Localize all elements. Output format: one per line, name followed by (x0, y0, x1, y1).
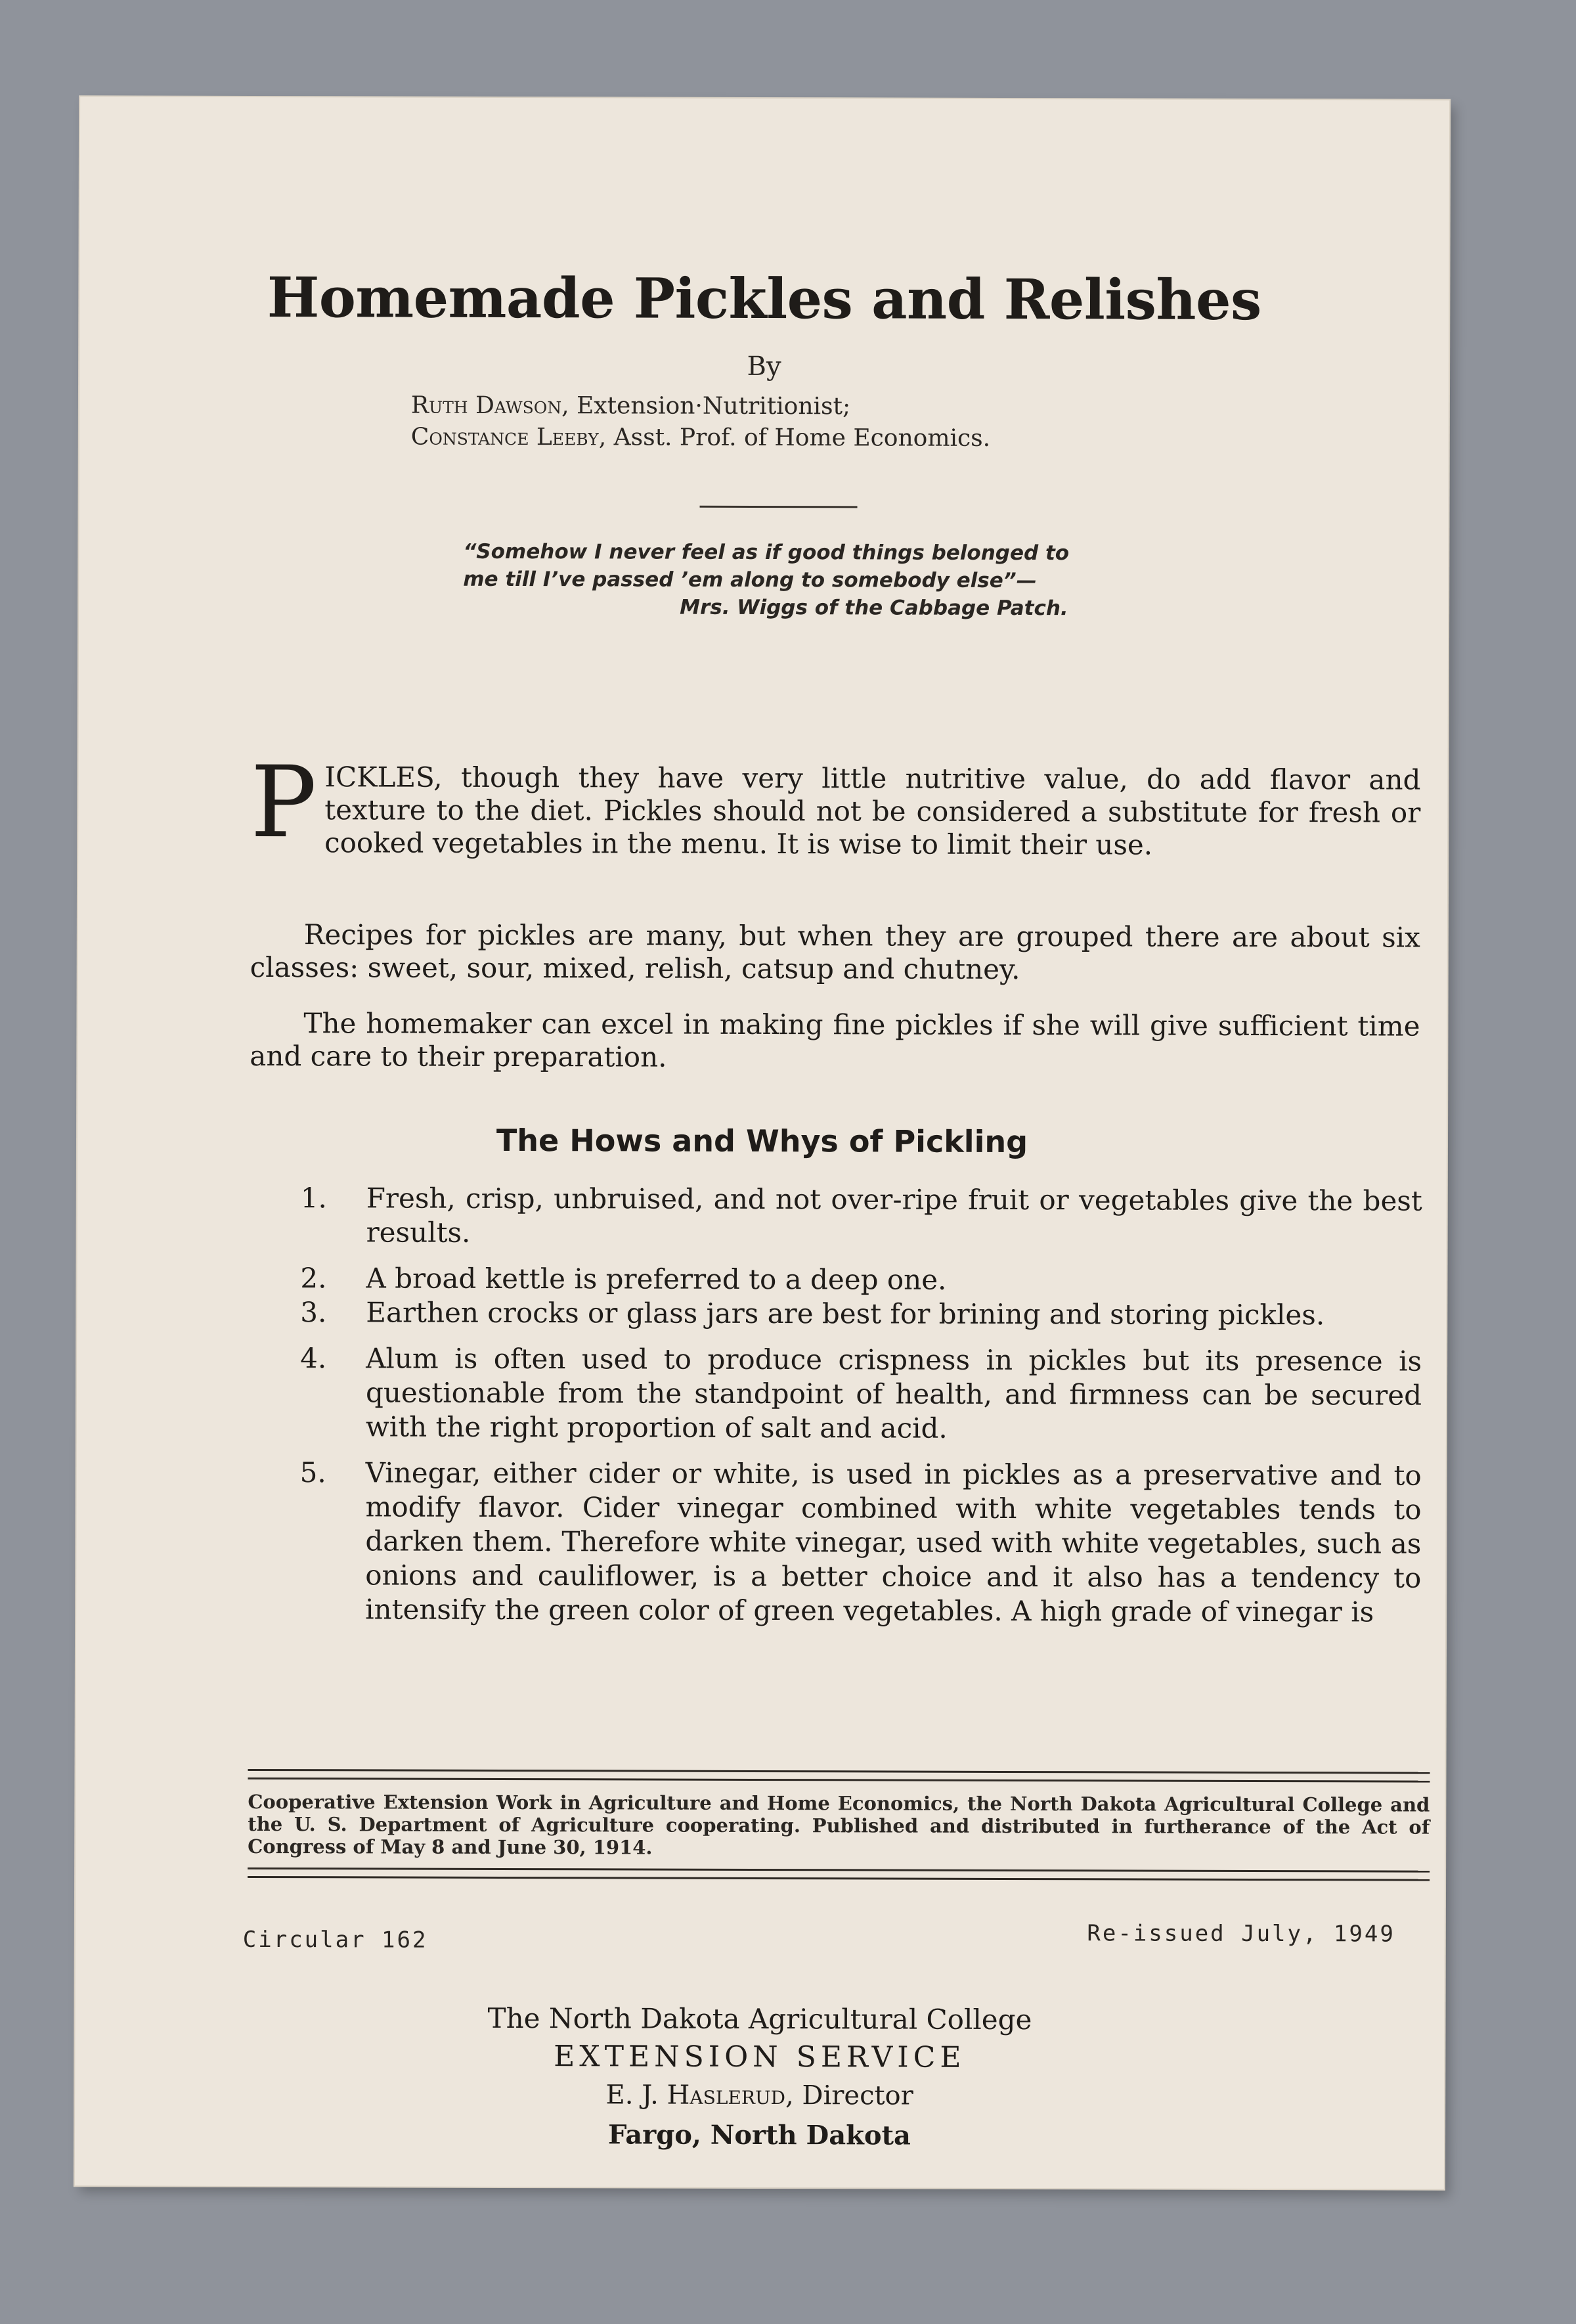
paragraph-homemaker: The homemaker can excel in making fine pickles if she will give sufficient time and care to their preparation. (250, 1007, 1420, 1073)
page-title: Homemade Pickles and Relishes (267, 265, 1261, 332)
extension-service: EXTENSION SERVICE (554, 2040, 966, 2074)
list-item-text: Earthen crocks or glass jars are best for brining and storing pickles. (366, 1296, 1325, 1331)
author-1-name: Ruth Dawson (410, 391, 562, 420)
college-name: The North Dakota Agricultural College (487, 2001, 1032, 2036)
list-item-number: 3. (300, 1296, 327, 1329)
director-line (75, 2074, 1444, 2116)
list-item-text: Vinegar, either cider or white, is used in pickles as a preservative and to modify flavor. Cider vinegar combined with white vegetables tends to darken them. Therefore white vinegar, used with white vegetables, such as onions and cauliflower, is a better choice and it also has a tendency to intensify the green color of green vegetables. A high grade of vinegar is (365, 1456, 1422, 1628)
author-2-role: , Asst. Prof. of Home Economics. (598, 424, 991, 452)
paragraph-intro (250, 745, 1421, 862)
list-item (299, 1456, 1422, 1629)
document-page (75, 97, 1449, 2189)
byline: By (747, 351, 781, 382)
author-2-name: Constance Leeby (410, 423, 599, 451)
list-item-number: 2. (300, 1262, 327, 1295)
list-item-number: 4. (300, 1342, 327, 1375)
quote-line-2: me till I’ve passed ’em along to somebody else”— (463, 567, 1037, 593)
drop-cap: P (250, 745, 317, 860)
double-rule-bottom (248, 1867, 1430, 1881)
director-role: , Director (785, 2080, 913, 2111)
list-item (300, 1261, 1422, 1298)
epigraph-quote (463, 538, 1251, 623)
list-item-text: Fresh, crisp, unbruised, and not over-ripe fruit or vegetables give the best results. (366, 1182, 1422, 1249)
reissue-date: Re-issued July, 1949 (1087, 1920, 1395, 1948)
list-item (300, 1295, 1422, 1332)
quote-attribution: Mrs. Wiggs of the Cabbage Patch. (680, 595, 1068, 621)
location: Fargo, North Dakota (608, 2119, 911, 2151)
section-heading: The Hows and Whys of Pickling (496, 1122, 1028, 1160)
authors-block (411, 390, 991, 455)
cooperative-note: Cooperative Extension Work in Agriculture and Home Economics, the North Dakota Agricultural College and the U. S. Department of Agriculture cooperating. Published and distributed in furtherance of the Act of Congress of May 8 and June 30, 1914. (248, 1790, 1430, 1859)
list-item-text: Alum is often used to produce crispness in pickles but its presence is questionable from the standpoint of health, and firmness can be secured with the right proportion of salt and acid. (365, 1342, 1422, 1444)
list-item (301, 1181, 1422, 1252)
author-1 (411, 390, 990, 423)
circular-number: Circular 162 (242, 1926, 428, 1954)
divider (700, 506, 858, 508)
list-item-number: 5. (299, 1456, 326, 1489)
author-2 (411, 422, 990, 455)
director-name: E. J. Haslerud (605, 2080, 786, 2111)
author-1-role: , Extension·Nutritionist; (561, 392, 851, 420)
publisher-block (75, 1998, 1445, 2158)
paragraph-classes: Recipes for pickles are many, but when they are grouped there are about six classes: sweet, sour, mixed, relish, catsup and chutney. (250, 918, 1420, 986)
double-rule-top (248, 1769, 1430, 1783)
paragraph-intro-text: ICKLES, though they have very little nutritive value, do add flavor and texture to the diet. Pickles should not be considered a substitute for fresh or cooked vegetables in the menu. It is wise to limit their use. (324, 761, 1421, 861)
list-item-text: A broad kettle is preferred to a deep one. (366, 1262, 947, 1296)
list-item-number: 1. (300, 1182, 327, 1215)
pickling-list (299, 1181, 1422, 1641)
list-item (300, 1341, 1422, 1446)
quote-line-1: “Somehow I never feel as if good things belonged to (463, 539, 1070, 566)
